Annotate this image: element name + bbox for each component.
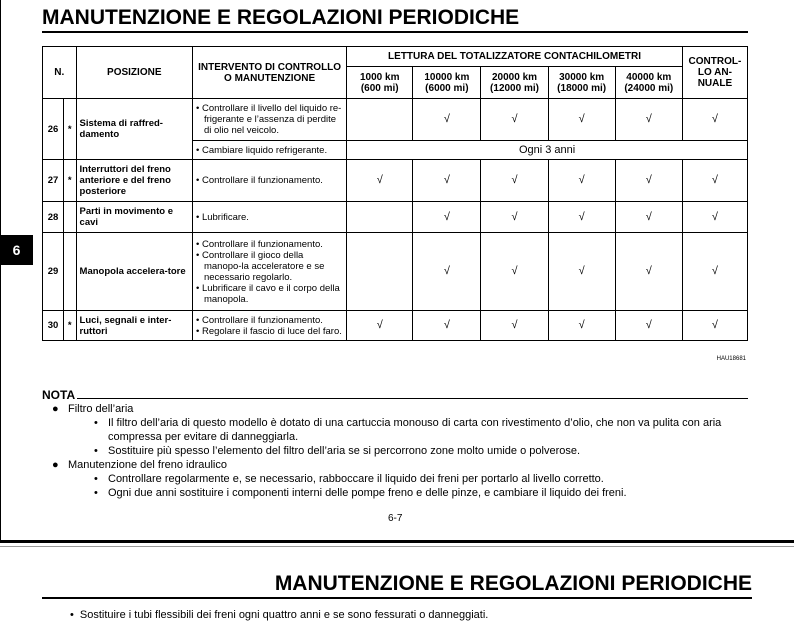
row-number: 28 [43,202,64,233]
circle-bullet-icon: ● [52,459,59,471]
bullet-icon: • [94,445,98,457]
table-row [43,160,748,202]
check-cell: √ [548,233,615,311]
note-section [42,388,748,500]
table-row [43,311,748,341]
check-cell [347,202,413,233]
row-number: 26 [43,99,64,160]
header-km-10000: 10000 km (6000 mi) [413,67,481,99]
header-km-30000: 30000 km (18000 mi) [548,67,615,99]
check-cell: √ [682,233,747,311]
note-rule [77,398,748,399]
table-row [43,99,748,141]
check-cell: √ [413,99,481,141]
maintenance-table [42,46,748,341]
document-code: HAU18681 [716,356,746,362]
row-marker: * [63,99,76,160]
row-position: Luci, segnali e inter-ruttori [76,311,192,341]
row-position: Manopola accelera-tore [76,233,192,311]
row-intervention: • Controllare il funzionamento. • Regolare il fascio di luce del faro. [192,311,346,341]
check-cell: √ [548,311,615,341]
check-cell: √ [615,99,682,141]
note-section-label: Filtro dell’aria [68,403,134,415]
check-cell: √ [615,160,682,202]
check-cell: √ [682,99,747,141]
table-row [43,233,748,311]
note-item: • Il filtro dell’aria di questo modello è dotato di una cartuccia monouso di carta con rivestimento d’olio, che non va pulita con aria compressa per evitare di danneggiarla. [94,417,722,443]
check-cell: √ [548,202,615,233]
page-number: 6-7 [388,513,403,524]
header-annuale: CONTROL-LO AN-NUALE [682,47,747,99]
check-cell: √ [615,233,682,311]
check-cell: √ [615,202,682,233]
title-underline [42,31,748,33]
note-item: • Sostituire più spesso l’elemento del filtro dell’aria se si percorrono zone molto umide o polverose. [94,445,581,457]
check-cell: √ [481,311,548,341]
chapter-tab: 6 [0,235,33,265]
note-item: • Ogni due anni sostituire i componenti interni delle pompe freno e delle pinze, e cambiare il liquido dei freni. [94,487,627,499]
header-posizione: POSIZIONE [76,47,192,99]
note-section-item [42,458,748,500]
bullet-icon: • [94,487,98,499]
header-n: N. [43,47,77,99]
row-position: Sistema di raffred-damento [76,99,192,160]
row-intervention: • Lubrificare. [192,202,346,233]
check-cell [347,233,413,311]
table-row [43,202,748,233]
row-position: Parti in movimento e cavi [76,202,192,233]
page-left-border [0,0,1,540]
check-cell: √ [413,311,481,341]
check-cell: √ [413,202,481,233]
interval-span: Ogni 3 anni [347,141,748,160]
header-intervento: INTERVENTO DI CONTROLLO O MANUTENZIONE [192,47,346,99]
header-lettura: LETTURA DEL TOTALIZZATORE CONTACHILOMETRI [347,47,683,67]
header-km-20000: 20000 km (12000 mi) [481,67,548,99]
check-cell [347,99,413,141]
note-item: • Controllare regolarmente e, se necessario, rabboccare il liquido dei freni per portarlo al livello corretto. [94,473,604,485]
check-cell: √ [347,311,413,341]
check-cell: √ [481,233,548,311]
row-intervention: • Controllare il funzionamento. [192,160,346,202]
check-cell: √ [481,99,548,141]
row-number: 27 [43,160,64,202]
check-cell: √ [615,311,682,341]
circle-bullet-icon: ● [52,403,59,415]
note-title: NOTA [42,388,76,402]
title-underline-2 [42,597,752,599]
check-cell: √ [548,99,615,141]
check-cell: √ [481,160,548,202]
note-section-label: Manutenzione del freno idraulico [68,459,227,471]
bullet-icon: • [94,417,98,429]
bullet-icon: • [70,609,74,621]
header-km-40000: 40000 km (24000 mi) [615,67,682,99]
check-cell: √ [682,202,747,233]
check-cell: √ [481,202,548,233]
page-title: MANUTENZIONE E REGOLAZIONI PERIODICHE [42,6,520,29]
row-number: 29 [43,233,64,311]
row-intervention: • Cambiare liquido refrigerante. [192,141,346,160]
page-separator [0,540,794,543]
row-marker: * [63,311,76,341]
row-number: 30 [43,311,64,341]
row-marker: * [63,160,76,202]
header-km-1000: 1000 km (600 mi) [347,67,413,99]
page-title-2: MANUTENZIONE E REGOLAZIONI PERIODICHE [274,572,752,595]
note-heading [42,388,748,402]
page2-line: • Sostituire i tubi flessibili dei freni ogni quattro anni e se sono fessurati o danneggiati. [70,609,489,621]
check-cell: √ [413,233,481,311]
row-intervention: • Controllare il livello del liquido re-frigerante e l’assenza di perdite di olio nel veicolo. [192,99,346,141]
check-cell: √ [347,160,413,202]
check-cell: √ [682,160,747,202]
row-position: Interruttori del freno anteriore e del freno posteriore [76,160,192,202]
row-intervention: • Controllare il funzionamento. • Controllare il gioco della manopo-la acceleratore e se necessario regolarlo. • Lubrificare il cavo e il corpo della manopola. [192,233,346,311]
check-cell: √ [548,160,615,202]
note-list [42,402,748,500]
check-cell: √ [682,311,747,341]
row-marker [63,233,76,311]
page-separator-shadow [0,546,794,547]
bullet-icon: • [94,473,98,485]
note-section-item [42,402,748,458]
row-marker [63,202,76,233]
check-cell: √ [413,160,481,202]
